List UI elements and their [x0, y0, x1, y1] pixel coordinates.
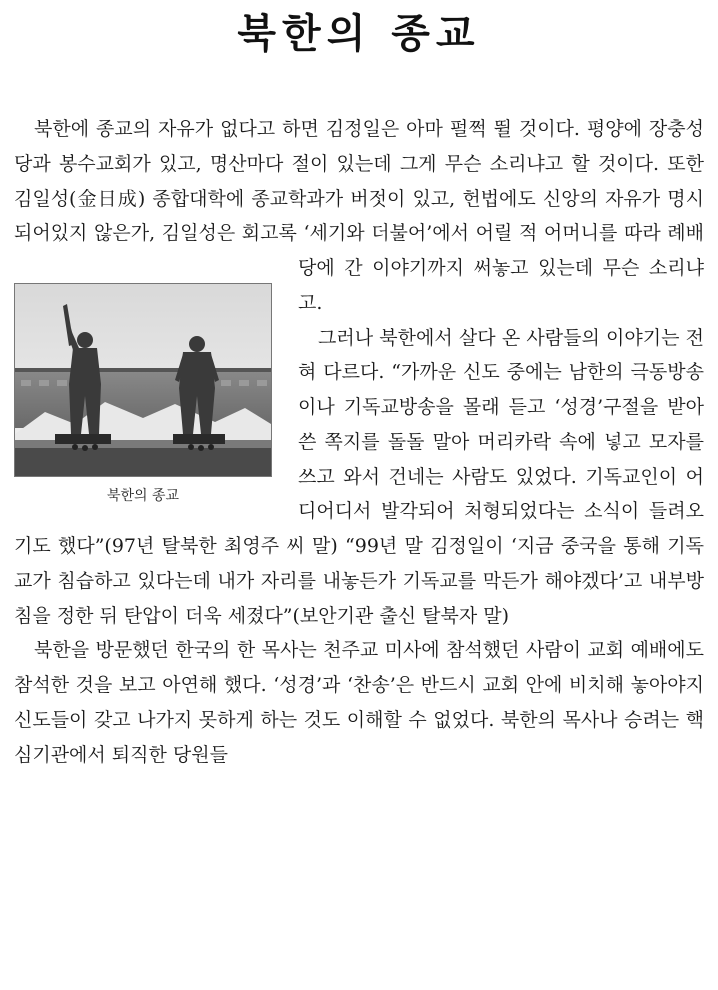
page-title: 북한의 종교	[237, 10, 481, 57]
paragraph-2: 그러나 북한에서 살다 온 사람들의 이야기는 전혀 다르다. “가까운 신도 중에는 남한의 극동방송이나 기독교방송을 몰래 듣고 ‘성경’구절을 받아 쓴 쪽지를 돌돌 말아 머리카락 속에 넣고 모자를 쓰고 와서 건네는 사람도 있었다. 기독교인이 어디어디서 발각되어 처형되었다는 소식이 들려오기도 했다”(97년 탈북한 최영주 씨 말) “99년 말 김정일이 ‘지금 중국을 통해 기독교가 침습하고 있다는데 내가 자리를 내놓든가 기독교를 막든가 해야겠다’고 내부방침을 정한 뒤 탄압이 더욱 세졌다”(보안기관 출신 탈북자 말)	[14, 326, 704, 627]
article-body	[0, 112, 718, 772]
figure	[14, 281, 276, 511]
paragraph-3: 북한을 방문했던 한국의 한 목사는 천주교 미사에 참석했던 사람이 교회 예배에도 참석한 것을 보고 아연해 했다. ‘성경’과 ‘찬송’은 반드시 교회 안에 비치해 놓아야지 신도들이 갖고 나가지 못하게 하는 것도 이해할 수 없었다. 북한의 목사나 승려는 핵심기관에서 퇴직한 당원들	[14, 639, 704, 766]
paragraph-1: 북한에 종교의 자유가 없다고 하면 김정일은 아마 펄쩍 뛸 것이다. 평양에 장충성당과 봉수교회가 있고, 명산마다 절이 있는데 그게 무슨 소리냐고 할 것이다. 또한 김일성(金日成) 종합대학에 종교학과가 버젓이 있고, 헌법에도 신앙의 자유가 명시되어있지 않은가, 김일성은 회고록 ‘세기와 더불어’에서 어릴 적 어머니를 따라 례배당에 간 이야기까지 써놓고 있는데 무슨 소리냐고.	[14, 118, 704, 314]
statues-photo	[14, 283, 272, 477]
figure-caption: 북한의 종교	[106, 488, 180, 504]
article-text-flow	[0, 112, 718, 772]
